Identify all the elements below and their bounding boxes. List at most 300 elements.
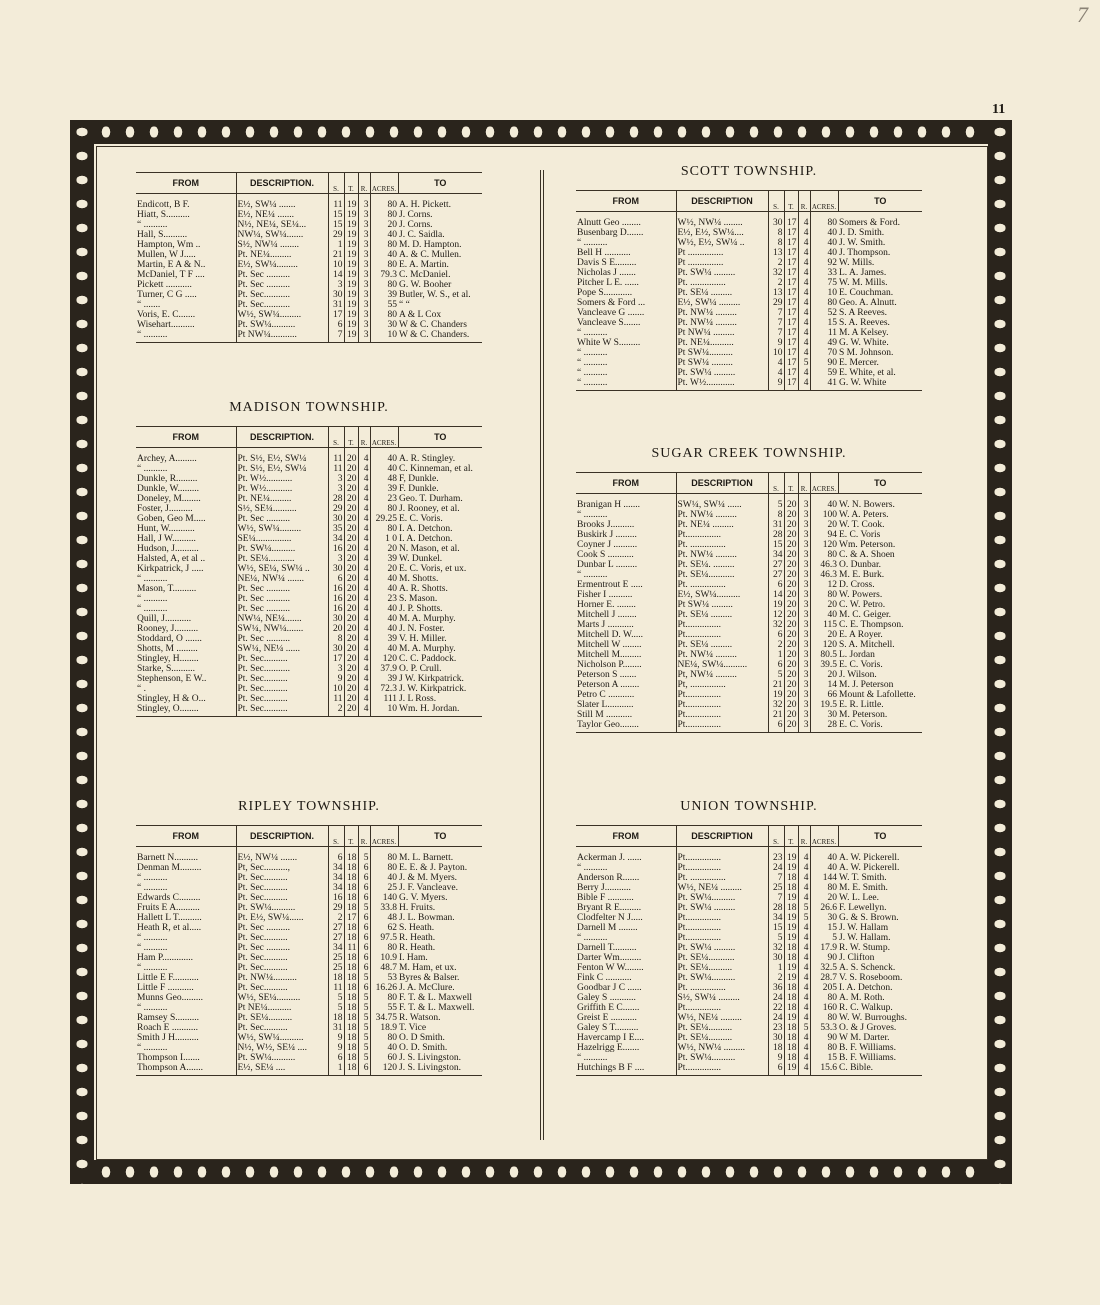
section-cell: 17 — [328, 310, 344, 320]
range-cell: 4 — [358, 448, 370, 465]
section-sugar-creek-township — [576, 444, 922, 733]
grantee-cell: I. A. Detchon. — [399, 534, 453, 544]
grantee-cell: Geo. A. Alnutt. — [839, 298, 897, 308]
grantee-cell: I. Ham. — [399, 953, 428, 963]
ornamental-border-left — [70, 120, 94, 1184]
table-row — [136, 514, 482, 524]
header-description: DESCRIPTION — [676, 473, 768, 494]
grantee-cell: J. S. Livingston. — [398, 1063, 482, 1076]
range-cell: 5 — [358, 1003, 370, 1013]
section-cell: 17 — [328, 654, 344, 664]
table-row — [576, 348, 922, 358]
township-cell: 17 — [784, 348, 798, 358]
township-cell: 18 — [344, 1053, 358, 1063]
grantee-cell: A. S. Schenck. — [839, 963, 896, 973]
section-cell: 28 — [768, 903, 784, 913]
description-cell: Pt NE¼.......... — [236, 1003, 328, 1013]
from-cell: Taylor Geo........ — [576, 720, 676, 733]
grantee-cell: M. A. Murphy. — [399, 644, 456, 654]
table-row — [576, 1003, 922, 1013]
township-cell: 20 — [344, 584, 358, 594]
township-cell: 19 — [344, 194, 358, 211]
section-cell: 30 — [328, 564, 344, 574]
description-cell: Pt............... — [676, 847, 768, 864]
description-cell: NE¼, NW¼ ....... — [236, 574, 328, 584]
description-cell: Pt. Sec.......... — [236, 674, 328, 684]
table-row — [136, 230, 482, 240]
range-cell: 4 — [798, 348, 810, 358]
township-cell: 17 — [784, 368, 798, 378]
grantee-cell: V. S. Roseboom. — [839, 973, 903, 983]
from-cell: “ . — [137, 684, 146, 694]
acres-cell: 120 — [370, 654, 398, 664]
range-cell: 3 — [798, 610, 810, 620]
township-cell: 18 — [784, 903, 798, 913]
range-cell: 4 — [798, 1003, 810, 1013]
header-acres: ACRES. — [810, 473, 838, 494]
from-cell: Pitcher L E. ...... — [577, 278, 639, 288]
table-row — [136, 674, 482, 684]
grantee-cell: S. A Reeves. — [839, 308, 888, 318]
acres-cell: 39 — [370, 674, 398, 684]
section-cell: 19 — [768, 600, 784, 610]
table-row — [576, 238, 922, 248]
township-cell: 19 — [784, 893, 798, 903]
range-cell: 3 — [358, 260, 370, 270]
range-cell: 5 — [358, 1033, 370, 1043]
acres-cell: 39 — [370, 634, 398, 644]
range-cell: 4 — [798, 873, 810, 883]
description-cell: E½, SW¼ ....... — [236, 194, 328, 211]
township-cell: 20 — [784, 640, 798, 650]
range-cell: 3 — [358, 280, 370, 290]
township-cell: 20 — [344, 474, 358, 484]
section-cell: 30 — [328, 644, 344, 654]
from-cell: Hall, S.......... — [137, 230, 188, 240]
grantee-cell: A. & C. Mullen. — [399, 250, 462, 260]
from-cell: Roach E ........... — [137, 1023, 198, 1033]
acres-cell: 5 — [810, 933, 838, 943]
range-cell: 3 — [798, 530, 810, 540]
range-cell: 4 — [798, 212, 810, 229]
from-cell: Mitchell J ........ — [577, 610, 637, 620]
from-cell: Little F ........... — [137, 983, 194, 993]
acres-cell: 40 — [370, 644, 398, 654]
range-cell: 4 — [358, 474, 370, 484]
description-cell: Pt. S½, E½, SW¼ — [236, 464, 328, 474]
table-row — [576, 1053, 922, 1063]
table-row — [576, 720, 922, 733]
header-from: FROM — [576, 473, 676, 494]
from-cell: Hall, J W.......... — [137, 534, 196, 544]
range-cell: 4 — [798, 308, 810, 318]
acres-cell: 20 — [810, 670, 838, 680]
description-cell: Pt............... — [676, 1003, 768, 1013]
from-cell: Vancleave G ....... — [577, 308, 645, 318]
from-cell: “ .......... — [137, 594, 168, 604]
table-row — [576, 570, 922, 580]
from-cell: “ .......... — [576, 378, 676, 391]
township-cell: 20 — [784, 530, 798, 540]
header-acres: ACRES. — [370, 427, 398, 448]
range-cell: 4 — [798, 278, 810, 288]
township-cell: 18 — [344, 1063, 358, 1076]
description-cell: Pt. Sec .......... — [236, 634, 328, 644]
range-cell: 3 — [358, 250, 370, 260]
description-cell: S½, NW¼ ........ — [236, 240, 328, 250]
range-cell: 3 — [798, 600, 810, 610]
header-to: TO — [838, 191, 922, 212]
grantee-cell: M. Ham, et ux. — [399, 963, 457, 973]
section-cell: 23 — [768, 847, 784, 864]
range-cell: 3 — [798, 690, 810, 700]
acres-cell: 10 — [370, 330, 398, 343]
description-cell: Pt. Sec .......... — [236, 584, 328, 594]
range-cell: 3 — [358, 210, 370, 220]
acres-cell: 80 — [810, 1013, 838, 1023]
grantee-cell: Geo. T. Durham. — [399, 494, 463, 504]
grantee-cell: C. Kinneman, et al. — [399, 464, 473, 474]
description-cell: SE¼............... — [236, 534, 328, 544]
from-cell: Dunbar L ......... — [577, 560, 638, 570]
description-cell: Pt. Sec.......... — [236, 1023, 328, 1033]
range-cell: 4 — [358, 694, 370, 704]
table-row — [136, 584, 482, 594]
acres-cell: 39 — [370, 290, 398, 300]
table-row — [136, 694, 482, 704]
table-row — [576, 540, 922, 550]
acres-cell: 80 — [370, 240, 398, 250]
from-cell: Buskirk J ......... — [577, 530, 637, 540]
range-cell: 6 — [358, 873, 370, 883]
township-cell: 20 — [344, 694, 358, 704]
acres-cell: 80 — [810, 883, 838, 893]
acres-cell: 205 — [810, 983, 838, 993]
range-cell: 4 — [798, 943, 810, 953]
section-title: RIPLEY TOWNSHIP. — [238, 799, 380, 814]
township-cell: 17 — [784, 268, 798, 278]
range-cell: 3 — [798, 510, 810, 520]
grantee-cell: E. A Royer. — [839, 630, 883, 640]
section-cell: 27 — [328, 933, 344, 943]
from-cell: “ .......... — [577, 348, 608, 358]
table-row — [136, 448, 482, 465]
township-cell: 20 — [784, 560, 798, 570]
description-cell: Pt. Sec .......... — [236, 270, 328, 280]
section-cell: 23 — [768, 1023, 784, 1033]
township-cell: 20 — [784, 570, 798, 580]
grantee-cell: M. A. Murphy. — [399, 614, 456, 624]
table-row — [136, 973, 482, 983]
from-cell: Mitchell D. W..... — [577, 630, 643, 640]
section-cell: 6 — [768, 720, 784, 733]
description-cell: Pt. Sec.......... — [236, 933, 328, 943]
table-row — [576, 640, 922, 650]
table-row — [576, 873, 922, 883]
section-cell: 2 — [328, 913, 344, 923]
township-cell: 20 — [784, 710, 798, 720]
grantee-cell: J. L. Bowman. — [399, 913, 455, 923]
table-row — [576, 620, 922, 630]
range-cell: 4 — [798, 893, 810, 903]
grantee-cell: S. A. Mitchell. — [839, 640, 895, 650]
grantee-cell: Wm. Peterson. — [839, 540, 896, 550]
from-cell: Peterson S ....... — [577, 670, 637, 680]
section-cell: 34 — [328, 883, 344, 893]
table-row — [136, 240, 482, 250]
table-header-row — [576, 826, 922, 847]
acres-cell: 49 — [810, 338, 838, 348]
table-row — [576, 1023, 922, 1033]
from-cell: Halsted, A, et al .. — [137, 554, 206, 564]
table-row — [576, 610, 922, 620]
acres-cell: 46.3 — [810, 570, 838, 580]
from-cell: “ .......... — [137, 1043, 168, 1053]
section-cell: 36 — [768, 983, 784, 993]
section-cell: 28 — [328, 494, 344, 504]
acres-cell: 23 — [370, 594, 398, 604]
section-cell: 3 — [328, 280, 344, 290]
from-cell: “ .......... — [137, 574, 168, 584]
acres-cell: 120 — [370, 1063, 398, 1076]
township-cell: 20 — [784, 494, 798, 511]
description-cell: E½, NE¼ ....... — [236, 210, 328, 220]
table-row — [576, 368, 922, 378]
township-cell: 18 — [344, 1003, 358, 1013]
acres-cell: 80.5 — [810, 650, 838, 660]
from-cell: Mullen, W J..... — [137, 250, 196, 260]
township-cell: 20 — [344, 644, 358, 654]
from-cell: McDaniel, T F .... — [137, 270, 205, 280]
grantee-cell: A. M. Roth. — [839, 993, 885, 1003]
table-row — [576, 328, 922, 338]
section-cell: 5 — [328, 1003, 344, 1013]
description-cell: Pt. NW¼ ......... — [676, 650, 768, 660]
table-row — [136, 574, 482, 584]
section-cell: 5 — [768, 494, 784, 511]
grantee-cell: M. C. Geiger. — [839, 610, 891, 620]
table-row — [136, 504, 482, 514]
from-cell: Slater L........... — [577, 700, 634, 710]
township-cell: 20 — [784, 550, 798, 560]
deed-table — [136, 825, 482, 1076]
range-cell: 6 — [358, 963, 370, 973]
description-cell: Pt NW¼........... — [236, 330, 328, 343]
range-cell: 4 — [798, 268, 810, 278]
grantee-cell: W. Dunkel. — [399, 554, 443, 564]
description-cell: Pt SW¼.......... — [676, 348, 768, 358]
description-cell: Pt. Sec.......... — [236, 953, 328, 963]
township-cell: 17 — [784, 358, 798, 368]
grantee-cell: D. Cross. — [839, 580, 875, 590]
section-cell: 19 — [768, 690, 784, 700]
grantee-cell: A. W. Pickerell. — [839, 853, 900, 863]
grantee-cell: M. A Kelsey. — [839, 328, 889, 338]
range-cell: 3 — [798, 560, 810, 570]
section-cell: 21 — [768, 680, 784, 690]
from-cell: Bell H ........... — [577, 248, 631, 258]
acres-cell: 79.3 — [370, 270, 398, 280]
grantee-cell: J. F. Vancleave. — [399, 883, 458, 893]
table-row — [576, 983, 922, 993]
description-cell: Pt. SE¼.......... — [676, 1033, 768, 1043]
range-cell: 4 — [798, 288, 810, 298]
grantee-cell: E. C. Voris, et ux. — [399, 564, 467, 574]
table-row — [576, 943, 922, 953]
table-header-row — [576, 473, 922, 494]
description-cell: Pt. Sec .......... — [236, 604, 328, 614]
header-from: FROM — [136, 173, 236, 194]
acres-cell: 40 — [810, 863, 838, 873]
township-cell: 17 — [784, 338, 798, 348]
township-cell: 20 — [784, 610, 798, 620]
section-cell: 11 — [328, 194, 344, 211]
grantee-cell: W. Mills. — [839, 258, 875, 268]
section-cell: 3 — [328, 554, 344, 564]
acres-cell: 80 — [370, 260, 398, 270]
description-cell: Pt. SE¼. ......... — [676, 560, 768, 570]
from-cell: Edwards C......... — [137, 893, 201, 903]
township-cell: 20 — [344, 564, 358, 574]
from-cell: Brooks J.......... — [577, 520, 635, 530]
section-cell: 2 — [768, 278, 784, 288]
section-cell: 14 — [328, 270, 344, 280]
table-row — [576, 338, 922, 348]
table-row — [136, 1013, 482, 1023]
section-cell: 15 — [328, 210, 344, 220]
description-cell: Pt............... — [676, 933, 768, 943]
township-cell: 18 — [784, 1053, 798, 1063]
grantee-cell: W. N. Bowers. — [839, 500, 895, 510]
from-cell: “ .......... — [137, 220, 168, 230]
grantee-cell: J. C. Saidla. — [399, 230, 445, 240]
header-acres: ACRES. — [370, 826, 398, 847]
grantee-cell: O. D Smith. — [399, 1033, 445, 1043]
acres-cell: 48 — [370, 474, 398, 484]
section-cell: 16 — [328, 893, 344, 903]
from-cell: Bible F ........... — [577, 893, 634, 903]
section-cell: 12 — [768, 610, 784, 620]
acres-cell: 40 — [370, 624, 398, 634]
grantee-cell: M. J. Peterson — [839, 680, 894, 690]
from-cell: Endicott, B F. — [137, 200, 190, 210]
section-cell: 14 — [768, 590, 784, 600]
section-cell: 5 — [768, 933, 784, 943]
description-cell: SW¼, NE¼ ...... — [236, 644, 328, 654]
acres-cell: 12 — [810, 580, 838, 590]
range-cell: 5 — [798, 1023, 810, 1033]
description-cell: E½, SW¼.......... — [676, 590, 768, 600]
from-cell: Doneley, M........ — [137, 494, 201, 504]
township-cell: 18 — [344, 847, 358, 864]
township-cell: 18 — [344, 933, 358, 943]
from-cell: Bryant R E......... — [577, 903, 642, 913]
table-row — [576, 288, 922, 298]
from-cell: Mason, T.......... — [137, 584, 197, 594]
range-cell: 4 — [798, 338, 810, 348]
acres-cell: 40 — [810, 238, 838, 248]
range-cell: 4 — [798, 933, 810, 943]
section-cell: 5 — [768, 670, 784, 680]
section-cell: 34 — [328, 873, 344, 883]
corner-page-mark: 7 — [1077, 2, 1088, 27]
grantee-cell: J. Rooney, et al. — [399, 504, 460, 514]
table-row — [136, 1003, 482, 1013]
section-cell: 31 — [328, 300, 344, 310]
table-row — [576, 268, 922, 278]
page-number: 11 — [992, 102, 1006, 117]
township-cell: 19 — [344, 330, 358, 343]
grantee-cell: R. Watson. — [399, 1013, 441, 1023]
description-cell: Pt, Sec.........., — [236, 863, 328, 873]
from-cell: Stingley, H........ — [137, 654, 199, 664]
from-cell: Cook S ........... — [577, 550, 634, 560]
section-cell: 11 — [328, 983, 344, 993]
deed-table — [576, 825, 922, 1076]
description-cell: Pt............... — [676, 913, 768, 923]
township-cell: 18 — [344, 923, 358, 933]
township-cell: 17 — [784, 248, 798, 258]
header-from: FROM — [576, 826, 676, 847]
township-cell: 18 — [344, 953, 358, 963]
township-cell: 18 — [344, 893, 358, 903]
table-row — [576, 630, 922, 640]
table-row — [136, 474, 482, 484]
table-row — [136, 1063, 482, 1076]
description-cell: Pt. NE¼......... — [236, 494, 328, 504]
range-cell: 4 — [358, 464, 370, 474]
section-cell: 9 — [328, 1043, 344, 1053]
range-cell: 4 — [798, 378, 810, 391]
description-cell: Pt. ............... — [676, 540, 768, 550]
from-cell: “ .......... — [577, 1053, 608, 1063]
grantee-cell: W. T. Smith. — [839, 873, 887, 883]
grantee-cell: G. W. Booher — [399, 280, 452, 290]
table-row — [136, 270, 482, 280]
header-description: DESCRIPTION. — [236, 173, 328, 194]
range-cell: 3 — [358, 194, 370, 211]
description-cell: Pt............... — [676, 690, 768, 700]
section-cell: 24 — [768, 1013, 784, 1023]
range-cell: 4 — [798, 1053, 810, 1063]
grantee-cell: Mount & Lafollette. — [839, 690, 916, 700]
township-cell: 19 — [784, 973, 798, 983]
from-cell: Mitchell M......... — [577, 650, 642, 660]
grantee-cell: F, Dunkle. — [399, 474, 439, 484]
range-cell: 4 — [358, 534, 370, 544]
section-cell: 32 — [768, 943, 784, 953]
header-township: T. — [344, 173, 358, 194]
header-township: T. — [344, 826, 358, 847]
from-cell: Fruits E A.......... — [137, 903, 200, 913]
from-cell: “ .......... — [577, 358, 608, 368]
township-cell: 20 — [344, 634, 358, 644]
township-cell: 19 — [784, 1013, 798, 1023]
header-range: R. — [358, 826, 370, 847]
township-cell: 19 — [344, 270, 358, 280]
township-cell: 18 — [344, 883, 358, 893]
description-cell: Pt, ............... — [676, 680, 768, 690]
acres-cell: 1 0 — [370, 534, 398, 544]
section-cell: 1 — [328, 240, 344, 250]
from-cell: Goodbar J C ...... — [577, 983, 642, 993]
description-cell: Pt. Sec .......... — [236, 943, 328, 953]
table-row — [136, 320, 482, 330]
table-row — [136, 943, 482, 953]
description-cell: Pt. Sec........... — [236, 664, 328, 674]
from-cell: “ .......... — [577, 510, 608, 520]
from-cell: Denman M......... — [137, 863, 202, 873]
